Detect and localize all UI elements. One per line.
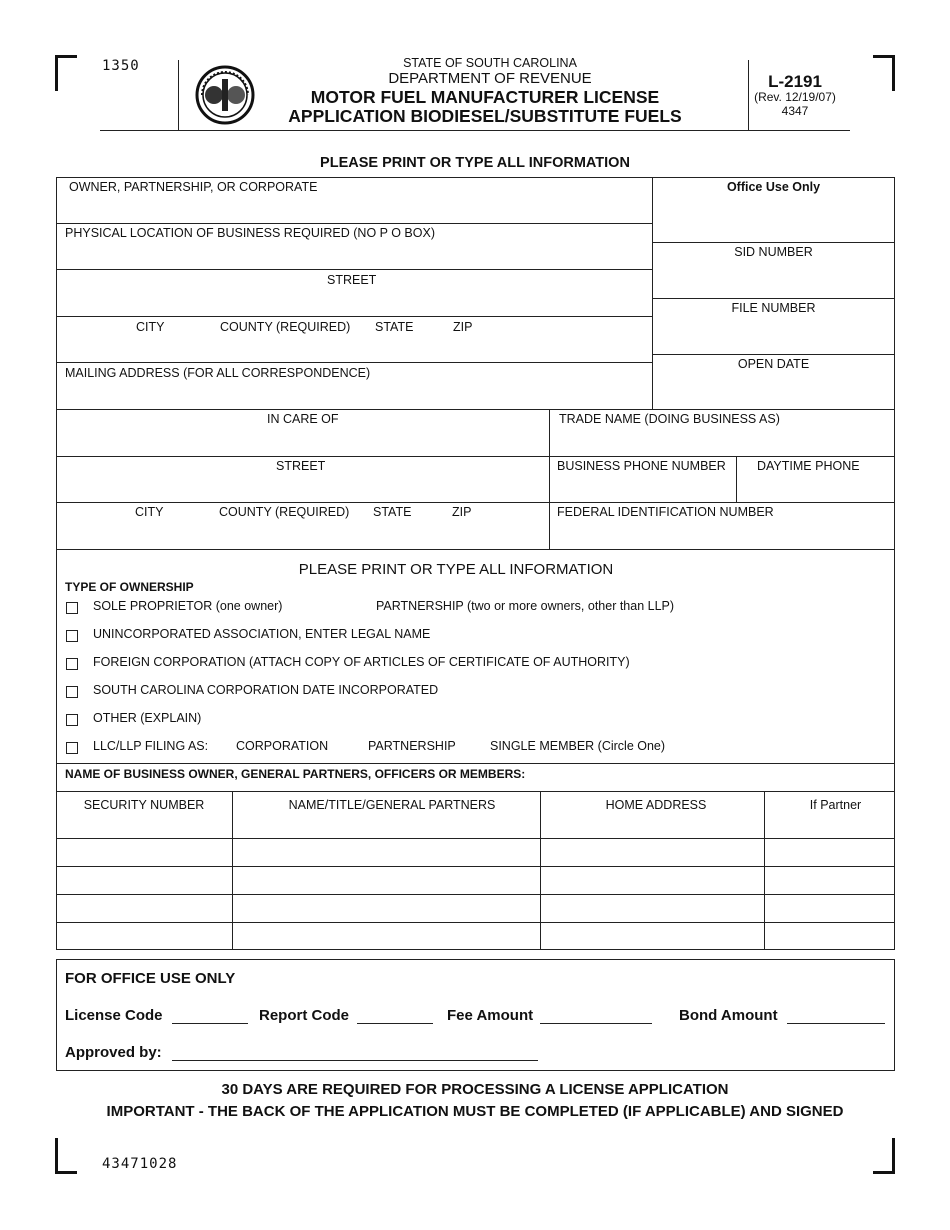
col-name-title: NAME/TITLE/GENERAL PARTNERS (288, 798, 496, 812)
form-code: 1350 (102, 58, 140, 74)
llc-checkbox[interactable] (66, 742, 78, 754)
office-use-bottom-title: FOR OFFICE USE ONLY (65, 970, 236, 987)
daytime-phone-field[interactable]: DAYTIME PHONE (757, 459, 860, 473)
form-title-line1: MOTOR FUEL MANUFACTURER LICENSE (310, 87, 660, 107)
header-underline (100, 130, 850, 131)
table-row (56, 866, 895, 867)
rule-office3 (652, 354, 895, 355)
city-field[interactable]: CITY (136, 320, 165, 334)
rule-office2 (652, 298, 895, 299)
rule-mailing (56, 409, 895, 410)
form-id: 4347 (781, 104, 809, 118)
owners-col-divider-1 (232, 791, 233, 950)
corner-mark-top-left (55, 55, 77, 91)
sc-corp-checkbox[interactable] (66, 686, 78, 698)
col-if-partner: If Partner (809, 798, 862, 812)
unincorporated-label: UNINCORPORATED ASSOCIATION, ENTER LEGAL NAME (93, 627, 431, 641)
rule-physical (56, 269, 652, 270)
header-divider-left (178, 60, 179, 130)
office-use-title: Office Use Only (726, 180, 821, 194)
county-field[interactable]: COUNTY (REQUIRED) (220, 320, 351, 334)
approved-by-label: Approved by: (65, 1044, 162, 1061)
form-title-line2: APPLICATION BIODIESEL/SUBSTITUTE FUELS (288, 106, 682, 126)
sole-proprietor-label: SOLE PROPRIETOR (one owner) (93, 599, 283, 613)
owner-field[interactable]: OWNER, PARTNERSHIP, OR CORPORATE (69, 180, 318, 194)
other-label: OTHER (EXPLAIN) (93, 711, 202, 725)
owners-table-heading: NAME OF BUSINESS OWNER, GENERAL PARTNERS, OFFICERS OR MEMBERS: (65, 767, 526, 781)
rule-careof (56, 456, 895, 457)
in-care-of-field[interactable]: IN CARE OF (267, 412, 339, 426)
sc-corp-label: SOUTH CAROLINA CORPORATION DATE INCORPORATED (93, 683, 439, 697)
table-row (56, 838, 895, 839)
rule-owners-heading (56, 763, 895, 764)
physical-location-field[interactable]: PHYSICAL LOCATION OF BUSINESS REQUIRED (NO P O BOX) (65, 226, 435, 240)
fee-amount-label: Fee Amount (447, 1007, 534, 1024)
foreign-corp-checkbox[interactable] (66, 658, 78, 670)
license-code-label: License Code (65, 1007, 163, 1024)
corner-mark-bottom-left (55, 1138, 77, 1174)
owners-col-divider-3 (764, 791, 765, 950)
sid-number-field[interactable]: SID NUMBER (734, 245, 813, 259)
col-security-number: SECURITY NUMBER (83, 798, 205, 812)
file-number-field[interactable]: FILE NUMBER (731, 301, 816, 315)
important-notice: IMPORTANT - THE BACK OF THE APPLICATION MUST BE COMPLETED (IF APPLICABLE) AND SIGNED (106, 1103, 844, 1120)
state-seal-icon (194, 65, 256, 125)
table-row (56, 894, 895, 895)
print-instructions-middle: PLEASE PRINT OR TYPE ALL INFORMATION (298, 561, 614, 578)
partnership-label: PARTNERSHIP (two or more owners, other than LLP) (376, 599, 675, 613)
federal-id-field[interactable]: FEDERAL IDENTIFICATION NUMBER (557, 505, 774, 519)
report-code-input[interactable] (357, 1023, 433, 1024)
corner-mark-bottom-right (873, 1138, 895, 1174)
mailing-divider (549, 409, 550, 549)
rule-owner (56, 223, 652, 224)
corner-mark-top-right (873, 55, 895, 91)
ownership-heading: TYPE OF OWNERSHIP (65, 580, 194, 594)
street-field[interactable]: STREET (327, 273, 377, 287)
mailing-address-field[interactable]: MAILING ADDRESS (FOR ALL CORRESPONDENCE) (65, 366, 371, 380)
owners-col-divider-2 (540, 791, 541, 950)
rule-street2 (56, 502, 895, 503)
other-checkbox[interactable] (66, 714, 78, 726)
rule-city (56, 362, 652, 363)
fee-amount-input[interactable] (540, 1023, 652, 1024)
llc-corporation-option[interactable]: CORPORATION (236, 739, 329, 753)
rule-street (56, 316, 652, 317)
report-code-label: Report Code (259, 1007, 349, 1024)
llc-partnership-option[interactable]: PARTNERSHIP (368, 739, 456, 753)
barcode-number: 43471028 (102, 1156, 178, 1172)
llc-single-member-option[interactable]: SINGLE MEMBER (Circle One) (490, 739, 666, 753)
state-field[interactable]: STATE (375, 320, 414, 334)
bond-amount-label: Bond Amount (679, 1007, 778, 1024)
mailing-street-field[interactable]: STREET (276, 459, 326, 473)
rule-office1 (652, 242, 895, 243)
form-number: L-2191 (768, 72, 822, 91)
foreign-corp-label: FOREIGN CORPORATION (ATTACH COPY OF ARTICLES OF CERTIFICATE OF AUTHORITY) (93, 655, 630, 669)
zip-field[interactable]: ZIP (453, 320, 473, 334)
license-code-input[interactable] (172, 1023, 248, 1024)
business-phone-field[interactable]: BUSINESS PHONE NUMBER (557, 459, 726, 473)
rule-owners-table-top (56, 791, 895, 792)
header-department: DEPARTMENT OF REVENUE (388, 70, 592, 87)
open-date-field[interactable]: OPEN DATE (737, 357, 810, 371)
office-use-divider (652, 177, 653, 409)
processing-notice: 30 DAYS ARE REQUIRED FOR PROCESSING A LICENSE APPLICATION (221, 1081, 729, 1098)
table-row (56, 922, 895, 923)
mailing-county-field[interactable]: COUNTY (REQUIRED) (219, 505, 350, 519)
print-instructions-top: PLEASE PRINT OR TYPE ALL INFORMATION (320, 155, 630, 171)
form-revision: (Rev. 12/19/07) (754, 90, 836, 104)
mailing-state-field[interactable]: STATE (373, 505, 412, 519)
mailing-city-field[interactable]: CITY (135, 505, 164, 519)
trade-name-field[interactable]: TRADE NAME (DOING BUSINESS AS) (559, 412, 780, 426)
header-state: STATE OF SOUTH CAROLINA (403, 56, 577, 70)
col-home-address: HOME ADDRESS (605, 798, 707, 812)
rule-city2 (56, 549, 895, 550)
approved-by-input[interactable] (172, 1060, 538, 1061)
mailing-zip-field[interactable]: ZIP (452, 505, 472, 519)
phone-divider (736, 456, 737, 502)
unincorporated-checkbox[interactable] (66, 630, 78, 642)
llc-label: LLC/LLP FILING AS: (93, 739, 209, 753)
sole-proprietor-checkbox[interactable] (66, 602, 78, 614)
bond-amount-input[interactable] (787, 1023, 885, 1024)
